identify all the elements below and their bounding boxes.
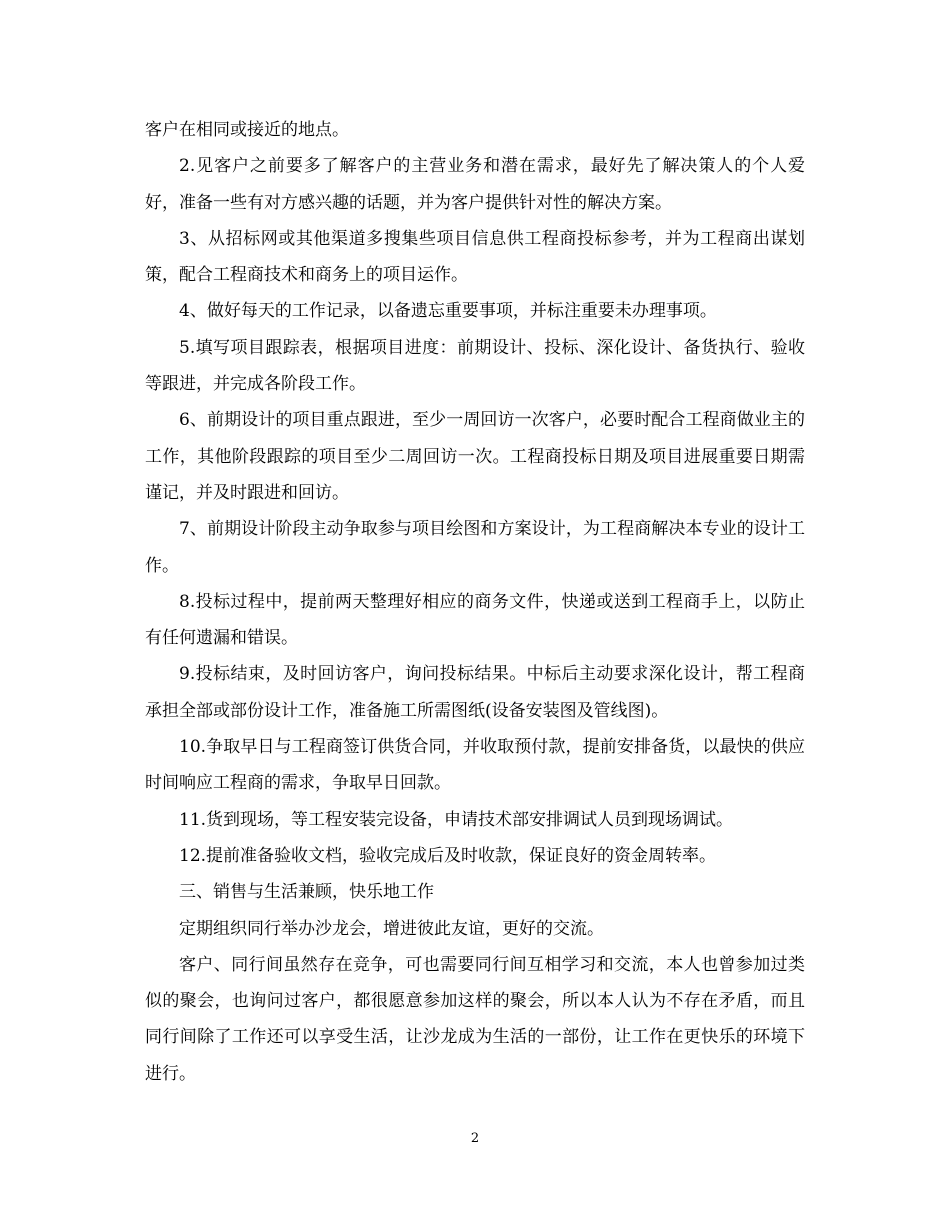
body-paragraph: 客户在相同或接近的地点。 [145,120,349,140]
body-paragraph: 11.货到现场，等工程安装完设备，申请技术部安排调试人员到现场调试。 [179,809,734,830]
body-paragraph: 7、前期设计阶段主动争取参与项目绘图和方案设计，为工程商解决本专业的设计工作。 [145,519,805,576]
body-paragraph: 4、做好每天的工作记录，以备遗忘重要事项，并标注重要未办理事项。 [179,301,717,322]
body-paragraph: 客户、同行间虽然存在竞争，可也需要同行间互相学习和交流，本人也曾参加过类似的聚会，也询问过客户，都很愿意参加这样的聚会，所以本人认为不存在矛盾，而且同行间除了工作还可以享受生活，让沙龙成为生活的一部份，让工作在更快乐的环境下进行。 [145,954,805,1084]
body-paragraph: 2.见客户之前要多了解客户的主营业务和潜在需求，最好先了解决策人的个人爱好，准备一些有对方感兴趣的话题，并为客户提供针对性的解决方案。 [145,156,805,213]
body-paragraph: 定期组织同行举办沙龙会，增进彼此友谊，更好的交流。 [179,918,604,939]
page-number: 2 [470,1131,480,1146]
document-body [145,112,805,1092]
body-paragraph: 3、从招标网或其他渠道多搜集些项目信息供工程商投标参考，并为工程商出谋划策，配合工程商技术和商务上的项目运作。 [145,228,805,286]
body-paragraph: 10.争取早日与工程商签订供货合同，并收取预付款，提前安排备货，以最快的供应时间响应工程商的需求，争取早日回款。 [145,737,805,794]
body-paragraph: 12.提前准备验收文档，验收完成后及时收款，保证良好的资金周转率。 [179,845,717,866]
body-paragraph: 6、前期设计的项目重点跟进，至少一周回访一次客户，必要时配合工程商做业主的工作，其他阶段跟踪的项目至少二周回访一次。工程商投标日期及项目进展重要日期需谨记，并及时跟进和回访。 [145,410,805,503]
body-paragraph: 三、销售与生活兼顾，快乐地工作 [179,882,434,903]
body-paragraph: 9.投标结束，及时回访客户，询问投标结果。中标后主动要求深化设计，帮工程商承担全部或部份设计工作，准备施工所需图纸(设备安装图及管线图)。 [145,664,805,721]
body-paragraph: 5.填写项目跟踪表，根据项目进度：前期设计、投标、深化设计、备货执行、验收等跟进，并完成各阶段工作。 [145,337,805,395]
body-paragraph: 8.投标过程中，提前两天整理好相应的商务文件，快递或送到工程商手上，以防止有任何遗漏和错误。 [145,591,805,649]
